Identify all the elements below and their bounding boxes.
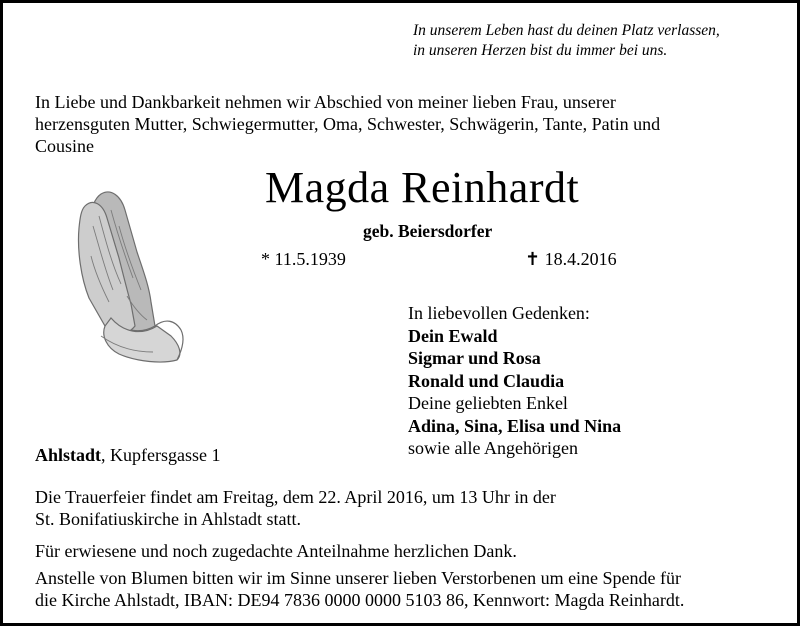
funeral-line: St. Bonifatiuskirche in Ahlstadt statt. <box>35 509 301 529</box>
mourner-line: Sigmar und Rosa <box>408 348 541 368</box>
mourner-line: Deine geliebten Enkel <box>408 393 568 413</box>
intro-line: In Liebe und Dankbarkeit nehmen wir Abschied von meiner lieben Frau, unserer <box>35 92 616 112</box>
mourner-line: Adina, Sina, Elisa und Nina <box>408 415 622 436</box>
address <box>35 445 221 466</box>
donation-line: die Kirche Ahlstadt, IBAN: DE94 7836 0000 0000 5103 86, Kennwort: Magda Reinhardt. <box>35 589 685 610</box>
donation-request <box>35 568 684 611</box>
praying-hands-icon <box>71 186 189 364</box>
mourner-line: sowie alle Angehörigen <box>408 438 578 458</box>
address-street: , Kupfersgasse 1 <box>101 445 221 465</box>
death-date: ✝ 18.4.2016 <box>525 249 617 269</box>
motto-quote <box>413 21 720 61</box>
mourner-line: Ronald und Claudia <box>408 370 565 391</box>
intro-line: herzensguten Mutter, Schwiegermutter, Oma, Schwester, Schwägerin, Tante, Patin und <box>35 114 661 134</box>
mourner-line: Dein Ewald <box>408 325 498 346</box>
mourners-list <box>408 302 621 460</box>
address-town: Ahlstadt <box>35 445 102 465</box>
deceased-name: Magda Reinhardt <box>265 163 580 212</box>
motto-line: in unseren Herzen bist du immer bei uns. <box>413 42 668 59</box>
motto-line: In unserem Leben hast du deinen Platz verlassen, <box>413 22 720 39</box>
funeral-line: Die Trauerfeier findet am Freitag, dem 22. April 2016, um 13 Uhr in der <box>35 487 556 507</box>
donation-line: Anstelle von Blumen bitten wir im Sinne unserer lieben Verstorbenen um eine Spende für <box>35 568 682 588</box>
intro-text <box>35 91 660 157</box>
mourners-heading: In liebevollen Gedenken: <box>408 303 590 323</box>
maiden-name: geb. Beiersdorfer <box>363 221 493 241</box>
intro-line: Cousine <box>35 136 95 156</box>
birth-date: * 11.5.1939 <box>261 249 346 269</box>
thanks-text: Für erwiesene und noch zugedachte Anteilnahme herzlichen Dank. <box>35 541 517 561</box>
funeral-info <box>35 486 556 530</box>
